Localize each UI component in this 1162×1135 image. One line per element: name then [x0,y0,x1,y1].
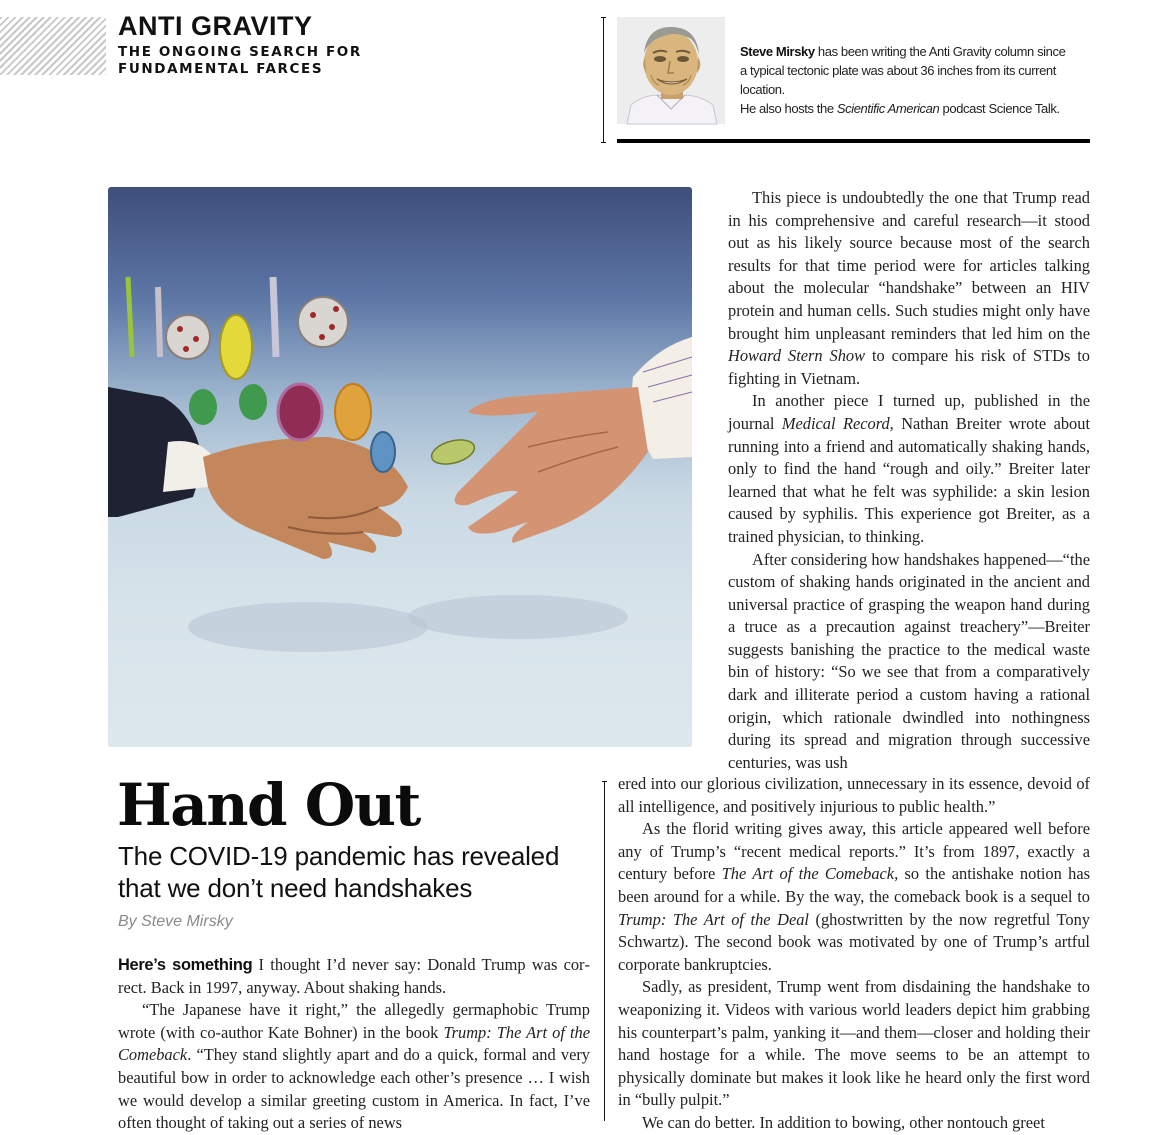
bio-divider [603,17,604,143]
publication-name: Scientific American [836,101,940,116]
author-portrait [617,17,725,124]
book-title: The Art of the Comeback, [721,864,899,884]
article-deck: The COVID-19 pandemic has revealed that we don’t need handshakes [118,841,560,903]
bio-text-part: He also hosts the [740,101,837,116]
section-subtitle-line: FUNDAMENTAL FARCES [118,61,324,77]
section-subtitle-line: THE ONGOING SEARCH FOR [118,44,362,60]
book-title: Trump: The Art of the Deal [618,909,809,929]
bio-text-part: podcast Science Talk. [939,101,1060,116]
article-illustration [108,187,692,747]
body-paragraph: After considering how handshakes happened—“the custom of shaking hands originated in the ancient and universal practice of grasping the weapon hand during a truce as a precaution against treachery”—Breiter suggests banishing the practice to the medical waste bin of history: “So we see that from a comparatively dark and illiterate period a custom having a rational origin, which rationale dwindled into nothingness during its spread and migration through successive centuries, was ush [728,549,1090,772]
author-name: Steve Mirsky [740,44,815,59]
book-title: Trump: The Art of the Comeback [118,1022,590,1065]
paragraph-text: so the antishake notion has been around for a while. By the way, the comeback book is a sequel to [618,864,1090,906]
header-rule [617,139,1090,143]
article-headline: Hand Out [117,771,420,839]
paragraph-text: Nathan Breiter wrote about running into a friend and automatically shaking hands, only to find the hand “rough and oily.” Breiter later learned that what he felt was syphilide: a skin lesion caused by syphilis. This experience got Breiter, as a trained physician, to thinking. [728,413,1090,546]
lead-in: Here’s something [118,956,253,974]
body-paragraph: We can do better. In addition to bowing, other nontouch greet [642,1112,1045,1132]
section-hatch-decoration [0,17,106,75]
article-body-left-column [118,954,590,1133]
section-subtitle [118,44,362,78]
body-paragraph [728,187,1090,390]
paragraph-text: (ghostwritten by the now regretful Tony Schwartz). The second book was motivated by one of Trump’s artful corporate bankruptcies. [618,909,1090,974]
article-body-right-column-top [728,187,1090,774]
body-paragraph [728,390,1090,548]
paragraph-text: “The Japanese have it right,” the allegedly germaphobic Trump wrote (with co-author Kate Bohner) in the book [118,1000,590,1042]
bio-text-part: a typical tectonic plate was about 36 inches from its current location. [740,63,1056,97]
body-paragraph [618,818,1090,976]
paragraph-text: to compare his risk of STDs to fighting in Vietnam. [728,346,1090,388]
journal-title: Medical Record, [781,413,894,433]
author-bio [740,42,1100,118]
show-title: Howard Stern Show [728,346,866,366]
column-divider [604,781,605,1121]
bio-text-part: has been writing the Anti Gravity column since [814,44,1066,59]
article-byline: By Steve Mirsky [118,913,233,930]
paragraph-text: I thought I’d never say: Donald Trump was correct. Back in 1997, anyway. About shaking hands. [118,955,590,997]
body-paragraph: ered into our glorious civilization, unnecessary in its essence, devoid of all intelligence, and positively injurious to public health.” [618,774,1090,816]
body-paragraph [118,954,590,999]
handshake-illustration [108,187,692,747]
paragraph-text: As the florid writing gives away, this article appeared well before any of Trump’s “recent medical reports.” It’s from 1897, exactly a century before [618,819,1090,884]
paragraph-text: This piece is undoubtedly the one that Trump read in his comprehensive and careful research—it stood out as his likely source because most of the search results for that time period were for articles talking about the molecular “handshake” between an HIV protein and human cells. Such studies might only have brought him unpleasant reminders that led him on the [728,188,1090,343]
author-portrait-illustration [617,17,725,124]
body-paragraph [118,999,590,1135]
body-paragraph: Sadly, as president, Trump went from disdaining the handshake to weaponizing it. Videos with various world leaders depict him grabbing his counterpart’s palm, yanking it—and them—closer and holding their hand hostage for a while. The move seems to be an attempt to physically dominate but makes it look like he heard only the first word in “bully pulpit.” [618,977,1090,1110]
article-body-right-column-bottom [618,773,1090,1132]
paragraph-text: . “They stand slightly apart and do a quick, formal and very beautiful bow in order to acknowledge each other’s presence … I wish we would develop a similar greeting custom in America. In fact, I’ve often thought of taking out a series of news [118,1045,590,1133]
paragraph-text: In another piece I turned up, published in the journal [728,391,1090,433]
section-title: ANTI GRAVITY [118,11,313,41]
